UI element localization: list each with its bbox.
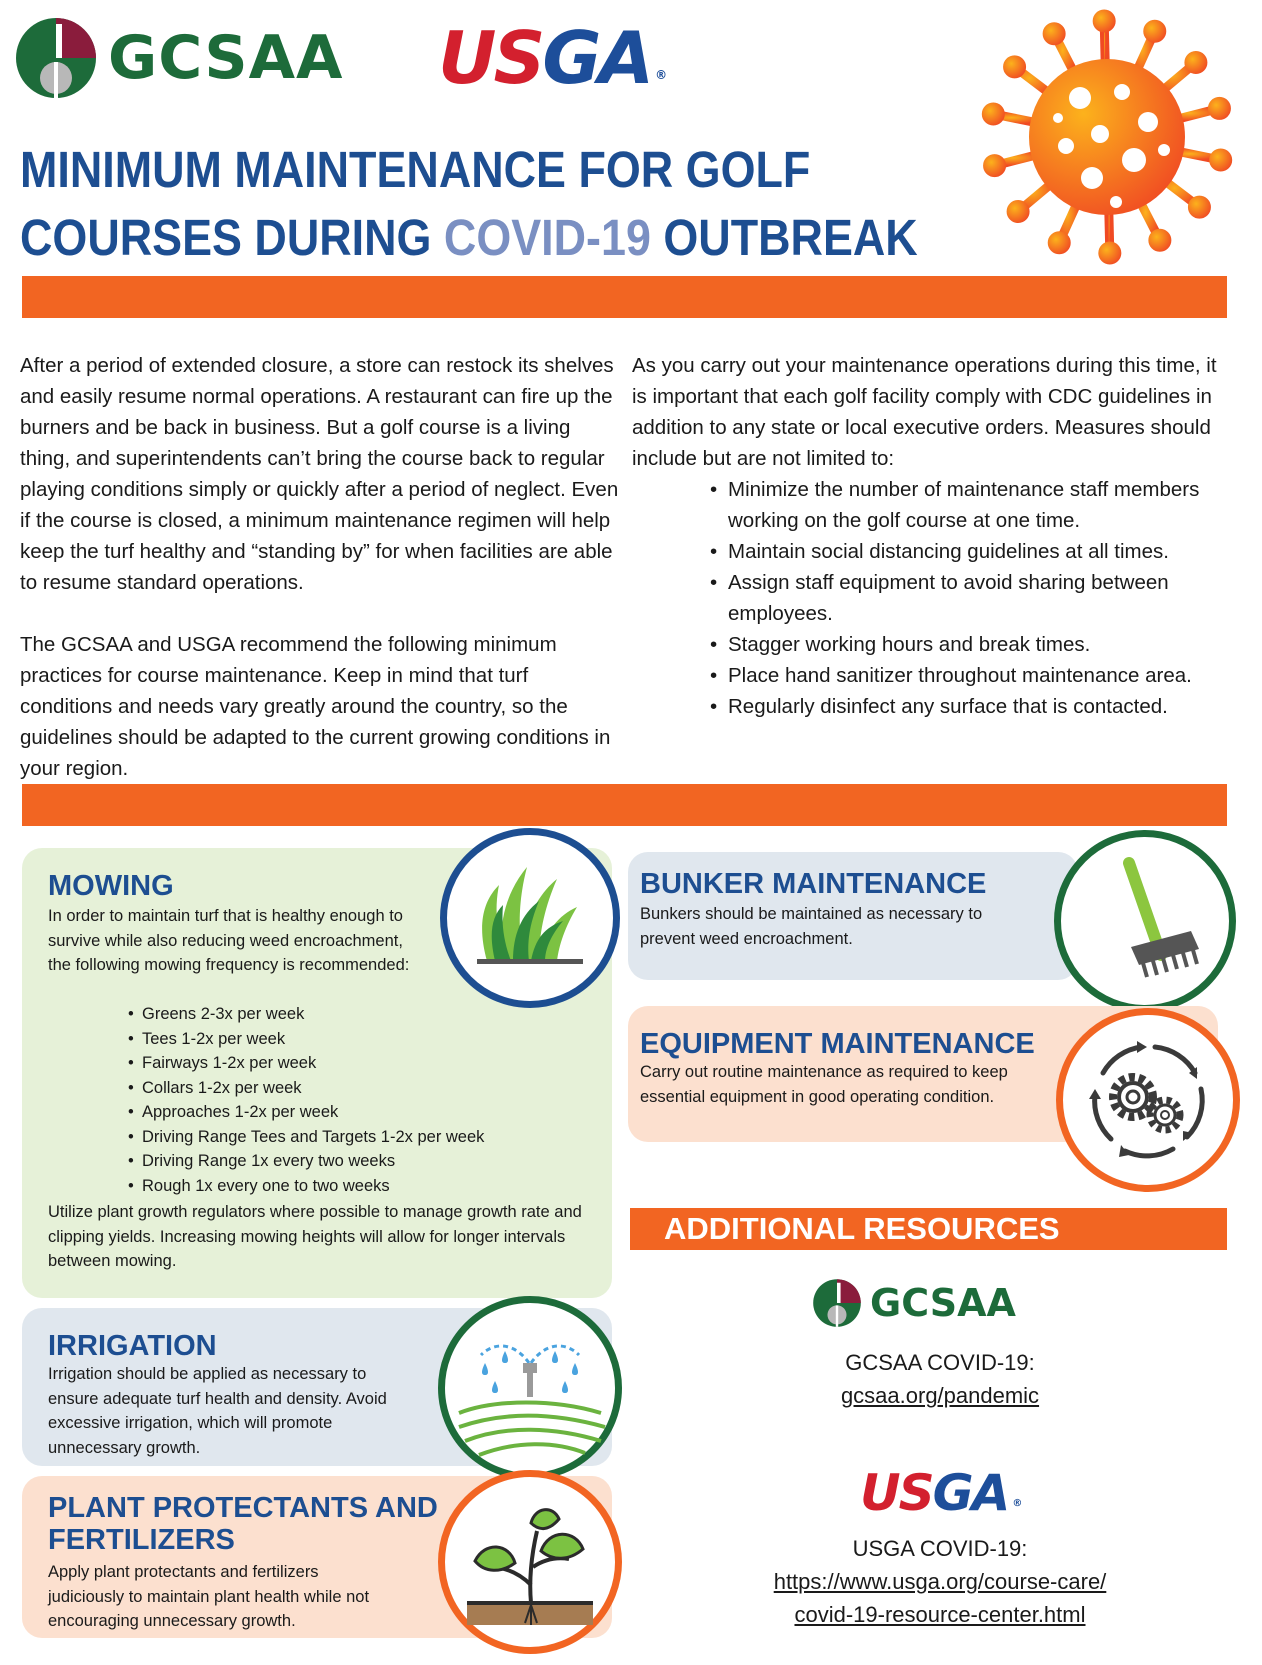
page-title bbox=[20, 136, 918, 272]
rake-icon bbox=[1054, 830, 1236, 1012]
usga-registered-mark: ® bbox=[1012, 1498, 1023, 1509]
plant-title-line-1: PLANT PROTECTANTS AND bbox=[48, 1492, 438, 1524]
resources-usga-logo bbox=[860, 1466, 1022, 1531]
virus-spike-tip bbox=[1149, 229, 1171, 251]
list-item: • Regularly disinfect any surface that is contacted. bbox=[710, 691, 1232, 722]
title-line-1: MINIMUM MAINTENANCE FOR GOLF bbox=[20, 141, 811, 198]
list-item: • Driving Range Tees and Targets 1-2x per week bbox=[128, 1125, 648, 1150]
gears-icon bbox=[1056, 1008, 1240, 1192]
mowing-footer-text: Utilize plant growth regulators where possible to manage growth rate and clipping yields. Increasing mowing heights will allow for longer intervals between mowing. bbox=[48, 1203, 582, 1270]
intro-left-column bbox=[20, 350, 620, 784]
gcsaa-resource-link[interactable]: gcsaa.org/pandemic bbox=[840, 1383, 1040, 1408]
list-item: • Assign staff equipment to avoid sharing between employees. bbox=[710, 567, 1232, 629]
equipment-title: EQUIPMENT MAINTENANCE bbox=[640, 1028, 1035, 1060]
virus-spike-tip bbox=[1208, 97, 1230, 119]
title-line-2-end: OUTBREAK bbox=[650, 209, 918, 266]
mowing-text: In order to maintain turf that is healthy enough to survive while also reducing weed encroachment, the following mowing frequency is recommended: bbox=[48, 907, 410, 974]
resources-title: ADDITIONAL RESOURCES bbox=[664, 1211, 1060, 1246]
intro-paragraph-3: As you carry out your maintenance operations during this time, it is important that each golf facility comply with CDC guidelines in addition to any state or local executive orders. Measures should include but are not limited to: bbox=[632, 354, 1217, 470]
title-line-2 bbox=[20, 204, 918, 272]
mowing-frequency-list bbox=[48, 1002, 648, 1198]
bunker-title: BUNKER MAINTENANCE bbox=[640, 868, 987, 900]
mowing-title: MOWING bbox=[48, 870, 174, 902]
usga-registered-mark: ® bbox=[655, 68, 668, 82]
virus-spike-tip bbox=[1099, 242, 1121, 264]
virus-spike-tip bbox=[1048, 232, 1070, 254]
bunker-text: Bunkers should be maintained as necessary to prevent weed encroachment. bbox=[640, 905, 983, 948]
virus-spike-tip bbox=[1043, 23, 1065, 45]
title-highlight: COVID-19 bbox=[443, 209, 651, 266]
virus-spike-tip bbox=[1188, 196, 1210, 218]
list-item: • Driving Range 1x every two weeks bbox=[128, 1149, 648, 1174]
list-item: • Place hand sanitizer throughout maintenance area. bbox=[710, 660, 1232, 691]
plant-protectants-text: Apply plant protectants and fertilizers judiciously to maintain plant health while not encouraging unnecessary growth. bbox=[48, 1563, 370, 1630]
intro-paragraph-1: After a period of extended closure, a store can restock its shelves and easily resume normal operations. A restaurant can fire up the burners and be back in business. But a golf course is a living thing, and superintendents can’t bring the course back to regular playing conditions simply or quickly after a period of neglect. Even if the course is closed, a minimum maintenance regimen will help keep the turf healthy and “standing by” for when facilities are able to resume standard operations. bbox=[20, 354, 619, 594]
gcsaa-logo-text: GCSAA bbox=[108, 23, 344, 93]
resources-gcsaa-logo-text: GCSAA bbox=[870, 1281, 1016, 1325]
list-item: • Collars 1-2x per week bbox=[128, 1076, 648, 1101]
list-item: • Stagger working hours and break times. bbox=[710, 629, 1232, 660]
list-item: • Tees 1-2x per week bbox=[128, 1027, 648, 1052]
usga-resource-label: USGA COVID-19: bbox=[852, 1536, 1028, 1561]
plant-protectants-title bbox=[48, 1492, 438, 1556]
divider-bar-middle bbox=[22, 784, 1227, 826]
divider-bar-top bbox=[22, 276, 1227, 318]
sprinkler-icon bbox=[438, 1296, 622, 1480]
virus-spike-tip bbox=[1144, 20, 1166, 42]
virus-spike-tip bbox=[982, 103, 1004, 125]
virus-spike-tip bbox=[1007, 201, 1029, 223]
plant-title-line-2: FERTILIZERS bbox=[48, 1524, 235, 1556]
intro-right-column bbox=[632, 350, 1232, 722]
usga-logo-ga: GA bbox=[542, 16, 652, 100]
list-item: • Rough 1x every one to two weeks bbox=[128, 1174, 648, 1199]
gcsaa-logo-mark-icon bbox=[812, 1278, 862, 1328]
list-item: • Approaches 1-2x per week bbox=[128, 1100, 648, 1125]
virus-spike-tip bbox=[984, 155, 1006, 177]
list-item: • Minimize the number of maintenance staff members working on the golf course at one time. bbox=[710, 474, 1232, 536]
equipment-text: Carry out routine maintenance as required to keep essential equipment in good operating condition. bbox=[640, 1063, 1008, 1106]
grass-icon bbox=[440, 828, 620, 1008]
gcsaa-resource-label: GCSAA COVID-19: bbox=[845, 1350, 1035, 1375]
intro-paragraph-2: The GCSAA and USGA recommend the following minimum practices for course maintenance. Keep in mind that turf conditions and needs vary greatly around the country, so the guidelines should be adapted to the current growing conditions in your region. bbox=[20, 633, 611, 780]
gcsaa-logo-mark-icon bbox=[14, 16, 98, 100]
list-item: • Greens 2-3x per week bbox=[128, 1002, 648, 1027]
virus-spike-tip bbox=[1185, 51, 1207, 73]
list-item: • Maintain social distancing guidelines at all times. bbox=[710, 536, 1232, 567]
usga-logo bbox=[438, 18, 667, 115]
usga-resource bbox=[680, 1532, 1200, 1631]
cdc-measures-list bbox=[632, 474, 1232, 722]
usga-logo-us: US bbox=[860, 1464, 933, 1522]
usga-logo-us: US bbox=[438, 16, 543, 100]
usga-resource-link-line-1[interactable]: https://www.usga.org/course-care/ bbox=[773, 1569, 1107, 1594]
virus-spike-tip bbox=[1004, 56, 1026, 78]
irrigation-text: Irrigation should be applied as necessary to ensure adequate turf health and density. Avoid excessive irrigation, which will promote unnecessary growth. bbox=[48, 1365, 387, 1457]
virus-spike-tip bbox=[1093, 10, 1115, 32]
seedling-icon bbox=[438, 1470, 622, 1654]
gcsaa-resource bbox=[720, 1346, 1160, 1412]
title-line-2-start: COURSES DURING bbox=[20, 209, 444, 266]
usga-logo-ga: GA bbox=[932, 1464, 1009, 1522]
bunker-card bbox=[628, 852, 1078, 980]
irrigation-title: IRRIGATION bbox=[48, 1330, 217, 1362]
usga-resource-link-line-2[interactable]: covid-19-resource-center.html bbox=[794, 1602, 1086, 1627]
virus-icon bbox=[976, 6, 1238, 268]
virus-spike-tip bbox=[1210, 149, 1232, 171]
list-item: • Fairways 1-2x per week bbox=[128, 1051, 648, 1076]
